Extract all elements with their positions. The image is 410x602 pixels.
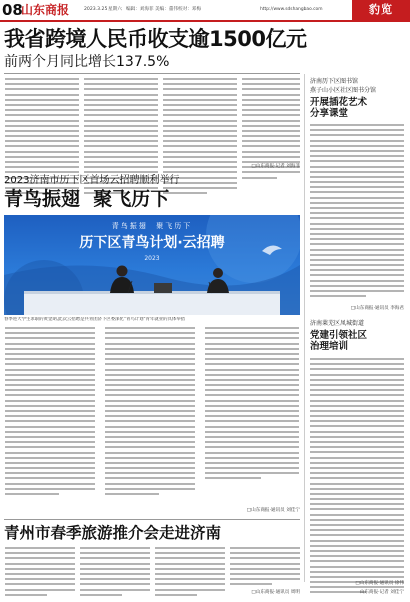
masthead <box>0 0 410 22</box>
side-item2-tag: 济南莱芜区凤城街道 <box>310 320 365 327</box>
photo-banner-text: 青鸟振翅 聚飞历下 <box>111 222 193 230</box>
story2-column-2 <box>105 327 195 495</box>
side-item1-body <box>310 124 404 297</box>
side-item1-title-line1: 开展插花艺术 <box>310 97 368 108</box>
sidebar-divider <box>304 74 305 582</box>
event-photo <box>4 215 300 315</box>
story1-subhead: 前两个月同比增长137.5% <box>4 54 170 70</box>
photo-caption: 春季进大学生求职的黄金期,此次云招聘是共青团济下区委深化"青鸟计划"青年就业的具体举措 <box>4 317 186 322</box>
story2-column-1 <box>5 327 95 495</box>
side-item1-sub: 燕子山小区社区图书分馆 <box>310 87 377 94</box>
side-item2-body <box>310 358 404 593</box>
proofread: 校对：邓梅 <box>178 7 201 12</box>
editor: 编辑：刘海菲 <box>126 7 154 12</box>
date: 2023.3.25 <box>84 7 108 12</box>
masthead-rule <box>0 20 410 22</box>
website: http://www.sdshangbao.com <box>260 7 323 12</box>
story2-column-3 <box>205 327 299 479</box>
column-badge <box>352 0 410 20</box>
column-name: 豹览 <box>369 3 393 16</box>
story3-rule <box>4 519 300 520</box>
page-number: 08 <box>2 1 23 19</box>
paper-name: 山东商报 <box>21 3 70 17</box>
story3-headline: 青州市春季旅游推介会走进济南 <box>4 524 222 542</box>
photo-main-text: 历下区青鸟计划·云招聘 <box>79 235 225 251</box>
story2-byline: □山东商报·通讯员 刘佳宁 <box>246 508 300 513</box>
side-item1-title-line2: 分享课堂 <box>310 108 349 119</box>
side-item2-byline: □山东商报·通讯员 徐伟 <box>355 581 404 586</box>
side-item1-byline: □山东商报·通讯员 李海君 <box>350 306 404 311</box>
side-item2-title-line2: 治理培训 <box>310 341 349 352</box>
story3-column-3 <box>155 547 225 596</box>
side-item2-reporter: 山东商报·记者 刘佳宁 <box>359 590 404 595</box>
photo-sub-text: 2023 <box>144 255 160 262</box>
story1-rule <box>4 73 300 74</box>
story3-column-2 <box>80 547 150 596</box>
side-item1-tag: 济南历下区图书馆 <box>310 78 359 85</box>
story3-column-1 <box>5 547 75 596</box>
story3-byline: □山东商报·通讯员 周明 <box>251 590 300 595</box>
side-item2-title-line1: 党建引领社区 <box>310 330 368 341</box>
proofer: 美编：董伟 <box>155 7 178 12</box>
story1-headline: 我省跨境人民币收支逾1500亿元 <box>4 27 307 51</box>
story3-column-4 <box>230 547 300 585</box>
weekday: 星期六 <box>108 7 122 12</box>
story2-kicker: 2023济南市历下区首场云招聘顺利举行 <box>4 175 180 186</box>
story1-byline: □山东商报·记者 刘海菲 <box>251 164 300 169</box>
story2-headline: 青鸟振翅 聚飞历下 <box>4 188 170 210</box>
